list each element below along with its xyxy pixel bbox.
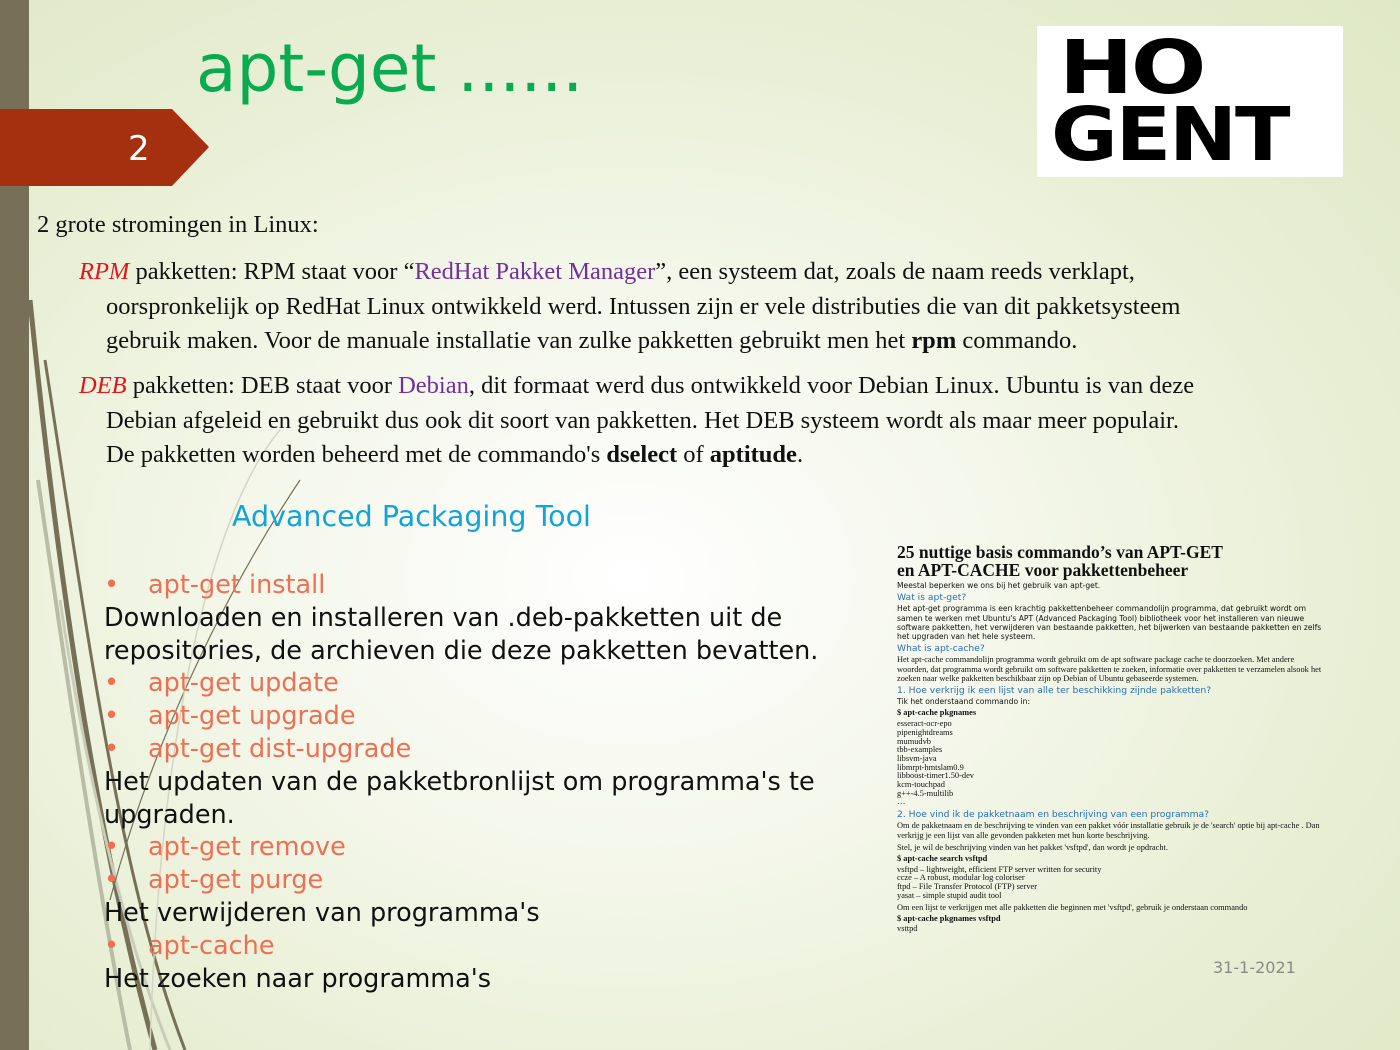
bullet-icon: • [104,570,120,600]
article-q1: Wat is apt-get? [897,592,967,604]
bullet-icon: • [104,668,120,699]
article-pkg: g++-4.5-multilib [897,788,954,798]
article-result: ccze – A robust, modular log coloriser [897,873,1025,883]
article-h2-p2: Stel, je wil de beschrijving vinden van het pakket 'vsftpd', dan wordt je opdracht. [897,842,1168,852]
article-h1-text: Tik het onderstaand commando in: [897,697,1031,707]
article-pkg-list [897,720,1327,807]
article-p1: Het apt-get programma is een krachtig pakkettenbeheer commandolijn programma, dat gebruikt wordt om samen te werken met Ubuntu's APT (Advanced Packaging Tool) bibliotheek voor het installeren van nieuwe software pakketten, het verwijderen van bestaande pakketten, het bijwerken van bestaande pakketten en zelfs het upgraden van het hele systeem. [897,604,1322,642]
deb-line3: De pakketten worden beheerd met de commando's dselect of aptitude. [106,441,804,468]
slide-number-badge [0,109,209,186]
apt-command-label: apt-get dist-upgrade [148,733,412,764]
article-result3: vsttpd [897,924,918,934]
article-pkg: mumudvb [897,736,931,746]
apt-command-label: apt-cache [148,930,275,961]
apt-command-item [104,930,818,963]
apt-command-item [104,733,818,766]
bullet-icon: • [104,733,120,764]
bullet-icon: • [104,832,120,863]
rpm-line2: oorspronkelijk op RedHat Linux ontwikkeld werd. Intussen zijn er vele distributies die van dit pakketsysteem [106,292,1181,320]
logo-line1: HO [1059,25,1205,111]
article-pkg: … [897,797,906,807]
deb-term: DEB [79,372,127,399]
article-screenshot [897,543,1327,936]
apt-command-description: Het updaten van de pakketbronlijst om programma's te [104,766,815,797]
apt-command-label: apt-get install [148,570,326,600]
article-h2-p1: Om de pakketnaam en de beschrijving te vinden van een pakket vóór installatie gebruik je de 'search' optie bij apt-cache . Dan verkrijg je een lijst van alle gevonden pakketen met hun korte beschrijving. [897,821,1320,840]
apt-command-label: apt-get remove [148,832,346,863]
article-title: 25 nuttige basis commando’s van APT-GET en APT-CACHE voor pakkettenbeheer [897,542,1223,580]
apt-command-description: Het zoeken naar programma's [104,963,492,994]
article-pkg: libboost-timer1.50-dev [897,771,974,781]
badge-arrow-shape [0,109,209,186]
hogent-logo [1037,26,1343,177]
article-h2-p3: Om een lijst te verkrijgen met alle pakketten die beginnen met 'vsftpd', gebruik je onderstaan commando [897,902,1248,912]
slide-number: 2 [128,129,150,169]
article-p2: Het apt-cache commandolijn programma wordt gebruikt om de apt software package cache te doorzoeken. Met andere woorden, dat programma wordt gebruikt om software pakketten te zoeken, informatie over pakketten te verzamelen alsook het zoeken naar welke pakketten beschikbaar zijn op Debian of Ubuntu gebaseerde systemen. [897,655,1322,683]
deb-text: pakketten: DEB staat voor [126,372,399,399]
article-pkg: esseract-ocr-epo [897,719,952,729]
article-cmd3: $ apt-cache pkgnames vsftpd [897,913,1001,923]
rpm-text: ”, een systeem dat, zoals de naam reeds verklapt, [655,258,1135,285]
bullet-icon: • [104,930,120,961]
apt-command-item [104,569,818,602]
article-results [897,866,1327,901]
bullet-icon: • [104,865,120,896]
apt-command-label: apt-get update [148,668,339,699]
article-q2: What is apt-cache? [897,643,985,655]
apt-heading: Advanced Packaging Tool [232,500,591,533]
logo-line2: GENT [1051,92,1289,178]
rpm-paragraph [79,255,1339,359]
slide-date: 31-1-2021 [1213,958,1296,977]
apt-command-description: Het verwijderen van programma's [104,897,540,928]
rpm-text: pakketten: RPM staat voor “ [129,258,415,285]
deb-paragraph [79,369,1339,473]
apt-command-item [104,831,818,864]
apt-command-item [104,864,818,897]
intro-text: 2 grote stromingen in Linux: [37,211,319,238]
deb-text: , dit formaat werd dus ontwikkeld voor Debian Linux. Ubuntu is van deze [468,372,1195,399]
article-result: yasat – simple stupid audit tool [897,890,1002,900]
apt-command-list [104,569,818,995]
apt-command-description: upgraden. [104,799,235,830]
article-result: ftpd – File Transfer Protocol (FTP) server [897,882,1038,892]
article-h1: 1. Hoe verkrijg ik een lijst van alle ter beschikking zijnde pakketten? [897,685,1212,697]
article-result: vsftpd – lightweight, efficient FTP server written for security [897,864,1102,874]
article-pkg: pipenightdreams [897,727,953,737]
apt-command-label: apt-get purge [148,865,324,896]
apt-command-item [104,700,818,733]
rpm-link: RedHat Pakket Manager [414,258,656,285]
article-h2: 2. Hoe vind ik de pakketnaam en beschrijving van een programma? [897,809,1210,821]
bullet-icon: • [104,701,120,732]
dselect-command: dselect [606,441,678,468]
article-intro: Meestal beperken we ons bij het gebruik van apt-get. [897,581,1101,590]
article-pkg: kcm-touchpad [897,780,945,790]
deb-link: Debian [398,372,469,399]
aptitude-command: aptitude [709,441,797,468]
apt-command-description: repositories, de archieven die deze pakketten bevatten. [104,635,819,666]
article-cmd1: $ apt-cache pkgnames [897,708,977,718]
article-pkg: libsvm-java [897,753,937,763]
rpm-term: RPM [79,258,130,285]
rpm-command: rpm [911,327,957,354]
apt-command-description: Downloaden en installeren van .deb-pakketten uit de [104,602,783,633]
article-pkg: tbb-examples [897,745,943,755]
apt-command-item [104,667,818,700]
deb-line2: Debian afgeleid en gebruikt dus ook dit soort van pakketten. Het DEB systeem wordt als maar meer populair. [106,406,1179,434]
article-pkg: libmrpt-hmtslam0.9 [897,762,964,772]
slide-title: apt-get ...... [196,30,584,107]
apt-command-label: apt-get upgrade [148,701,356,732]
rpm-line3: gebruik maken. Voor de manuale installatie van zulke pakketten gebruikt men het rpm commando. [106,327,1078,354]
article-cmd2: $ apt-cache search vsftpd [897,853,988,863]
